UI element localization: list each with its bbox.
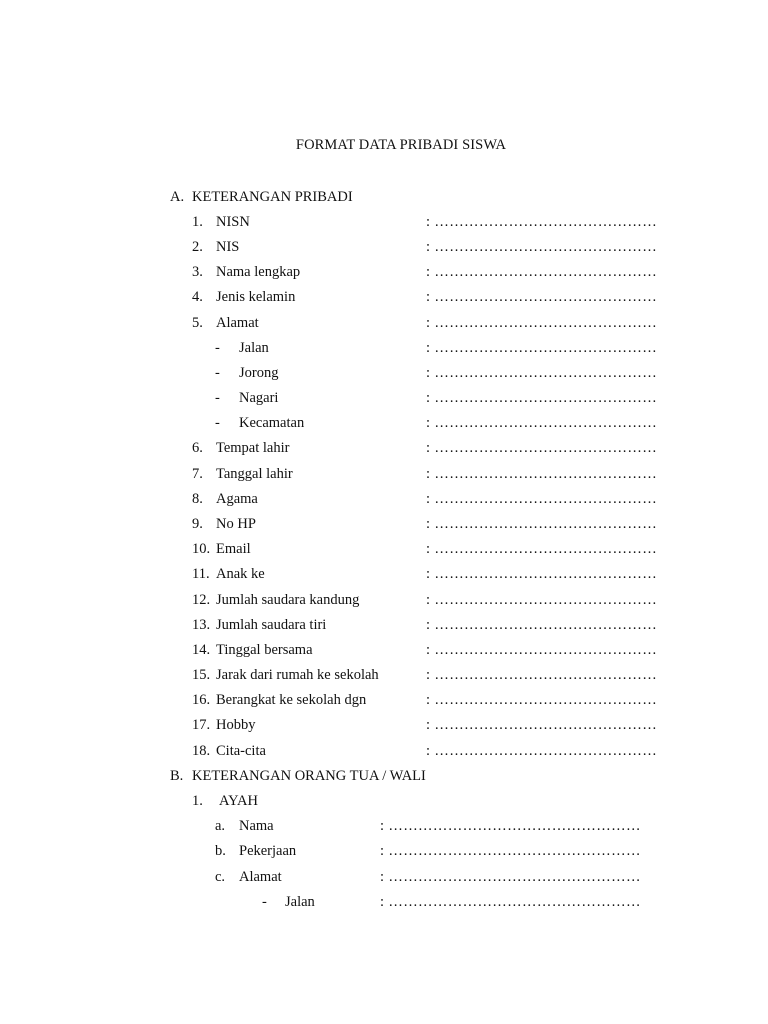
item-label: Nama bbox=[239, 818, 274, 834]
list-item bbox=[0, 818, 768, 838]
list-item bbox=[0, 692, 768, 712]
item-fill-line[interactable]: : ……………………………………… bbox=[426, 340, 658, 356]
item-label: Tinggal bersama bbox=[216, 642, 313, 658]
item-bullet: - bbox=[215, 415, 220, 431]
item-number: 11. bbox=[192, 566, 210, 582]
item-number: 14. bbox=[192, 642, 211, 658]
item-label: Cita-cita bbox=[216, 743, 266, 759]
item-label: Nagari bbox=[239, 390, 279, 406]
item-fill-line[interactable]: : ……………………………………… bbox=[426, 239, 658, 255]
group-heading-ayah bbox=[192, 793, 258, 810]
list-item bbox=[0, 315, 768, 335]
item-bullet: - bbox=[215, 340, 220, 356]
item-label: Jorong bbox=[239, 365, 279, 381]
list-item bbox=[0, 642, 768, 662]
item-fill-line[interactable]: : ……………………………………… bbox=[426, 264, 658, 280]
item-number: 7. bbox=[192, 466, 203, 482]
list-item bbox=[0, 566, 768, 586]
item-number: 17. bbox=[192, 717, 211, 733]
list-item bbox=[0, 717, 768, 737]
item-fill-line[interactable]: : ……………………………………… bbox=[426, 692, 658, 708]
item-number: 4. bbox=[192, 289, 203, 305]
item-number: 15. bbox=[192, 667, 211, 683]
list-item bbox=[0, 214, 768, 234]
item-fill-line[interactable]: : ……………………………………… bbox=[426, 289, 658, 305]
item-label: Jenis kelamin bbox=[216, 289, 296, 305]
section-b-letter: B. bbox=[170, 768, 184, 784]
item-label: Jarak dari rumah ke sekolah bbox=[216, 667, 379, 683]
list-item bbox=[0, 466, 768, 486]
item-fill-line[interactable]: : ……………………………………… bbox=[426, 466, 658, 482]
item-label: Hobby bbox=[216, 717, 256, 733]
item-fill-line[interactable]: : …………………………………………… bbox=[380, 818, 641, 834]
section-a-letter: A. bbox=[170, 189, 185, 205]
item-fill-line[interactable]: : …………………………………………… bbox=[380, 843, 641, 859]
item-number: 18. bbox=[192, 743, 211, 759]
item-number: 16. bbox=[192, 692, 211, 708]
item-number: 8. bbox=[192, 491, 203, 507]
list-item bbox=[0, 491, 768, 511]
item-fill-line[interactable]: : ……………………………………… bbox=[426, 491, 658, 507]
item-label: Kecamatan bbox=[239, 415, 305, 431]
list-item bbox=[0, 843, 768, 863]
item-fill-line[interactable]: : ……………………………………… bbox=[426, 415, 658, 431]
page-title: FORMAT DATA PRIBADI SISWA bbox=[295, 137, 507, 153]
item-number: 13. bbox=[192, 617, 211, 633]
item-label: Jumlah saudara tiri bbox=[216, 617, 327, 633]
list-item bbox=[0, 667, 768, 687]
list-subitem bbox=[0, 340, 768, 360]
item-fill-line[interactable]: : ……………………………………… bbox=[426, 440, 658, 456]
group-number: 1. bbox=[192, 793, 203, 809]
item-label: No HP bbox=[216, 516, 256, 532]
section-b-heading bbox=[170, 768, 426, 785]
item-number: 9. bbox=[192, 516, 203, 532]
item-letter: a. bbox=[215, 818, 226, 834]
list-item bbox=[0, 743, 768, 763]
list-item bbox=[0, 264, 768, 284]
item-number: 10. bbox=[192, 541, 211, 557]
item-label: Agama bbox=[216, 491, 258, 507]
item-label: Alamat bbox=[216, 315, 259, 331]
item-label: Alamat bbox=[239, 869, 282, 885]
item-fill-line[interactable]: : ……………………………………… bbox=[426, 390, 658, 406]
item-label: Berangkat ke sekolah dgn bbox=[216, 692, 367, 708]
item-label: Tempat lahir bbox=[216, 440, 290, 456]
item-number: 12. bbox=[192, 592, 211, 608]
item-letter: b. bbox=[215, 843, 226, 859]
item-bullet: - bbox=[215, 390, 220, 406]
item-label: Jalan bbox=[239, 340, 269, 356]
list-item bbox=[0, 541, 768, 561]
item-label: Tanggal lahir bbox=[216, 466, 293, 482]
list-item bbox=[0, 440, 768, 460]
item-label: Email bbox=[216, 541, 251, 557]
item-label: NISN bbox=[216, 214, 250, 230]
section-b-title: KETERANGAN ORANG TUA / WALI bbox=[192, 768, 426, 784]
item-number: 2. bbox=[192, 239, 203, 255]
item-fill-line[interactable]: : ……………………………………… bbox=[426, 642, 658, 658]
list-subitem bbox=[0, 365, 768, 385]
list-item bbox=[0, 289, 768, 309]
item-label: Nama lengkap bbox=[216, 264, 301, 280]
list-subitem bbox=[0, 894, 768, 914]
item-fill-line[interactable]: : ……………………………………… bbox=[426, 315, 658, 331]
list-item bbox=[0, 592, 768, 612]
item-number: 6. bbox=[192, 440, 203, 456]
item-fill-line[interactable]: : ……………………………………… bbox=[426, 717, 658, 733]
group-label: AYAH bbox=[219, 793, 258, 809]
list-subitem bbox=[0, 390, 768, 410]
item-label: Jumlah saudara kandung bbox=[216, 592, 360, 608]
item-bullet: - bbox=[262, 894, 267, 910]
item-number: 5. bbox=[192, 315, 203, 331]
item-label: Anak ke bbox=[216, 566, 265, 582]
section-a-heading bbox=[170, 189, 353, 206]
item-letter: c. bbox=[215, 869, 226, 885]
item-number: 3. bbox=[192, 264, 203, 280]
item-fill-line[interactable]: : …………………………………………… bbox=[380, 894, 641, 910]
item-fill-line[interactable]: : ……………………………………… bbox=[426, 667, 658, 683]
item-fill-line[interactable]: : ……………………………………… bbox=[426, 214, 658, 230]
list-item bbox=[0, 516, 768, 536]
item-fill-line[interactable]: : ……………………………………… bbox=[426, 365, 658, 381]
list-item bbox=[0, 239, 768, 259]
item-label: Pekerjaan bbox=[239, 843, 297, 859]
item-fill-line[interactable]: : ……………………………………… bbox=[426, 566, 658, 582]
list-item bbox=[0, 617, 768, 637]
item-label: Jalan bbox=[285, 894, 315, 910]
item-number: 1. bbox=[192, 214, 203, 230]
item-bullet: - bbox=[215, 365, 220, 381]
item-fill-line[interactable]: : ……………………………………… bbox=[426, 541, 658, 557]
list-item bbox=[0, 869, 768, 889]
item-fill-line[interactable]: : ……………………………………… bbox=[426, 592, 658, 608]
item-fill-line[interactable]: : ……………………………………… bbox=[426, 743, 658, 759]
section-a-title: KETERANGAN PRIBADI bbox=[192, 189, 353, 205]
item-fill-line[interactable]: : ……………………………………… bbox=[426, 617, 658, 633]
list-subitem bbox=[0, 415, 768, 435]
item-label: NIS bbox=[216, 239, 240, 255]
item-fill-line[interactable]: : ……………………………………… bbox=[426, 516, 658, 532]
item-fill-line[interactable]: : …………………………………………… bbox=[380, 869, 641, 885]
